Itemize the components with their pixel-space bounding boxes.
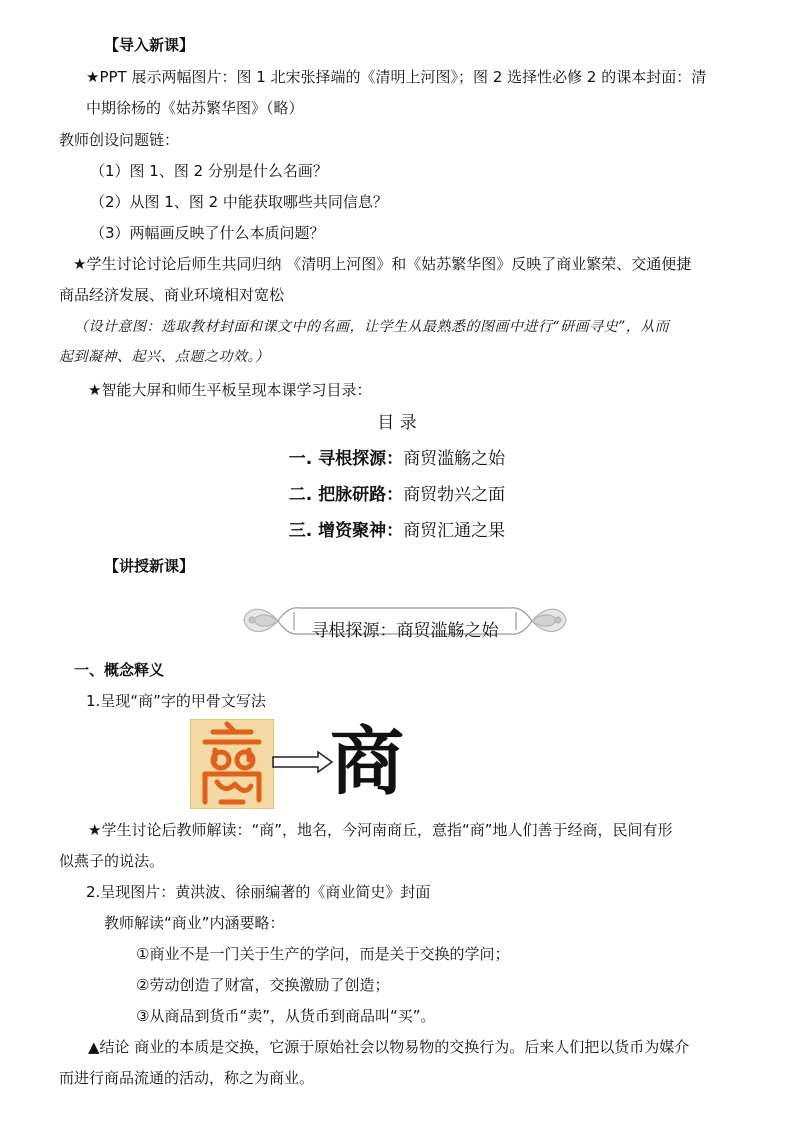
teacher-reads: 教师解读“商业”内涵要略： xyxy=(104,914,285,932)
teach-heading: 【讲授新课】 xyxy=(104,557,195,575)
intro-paragraph-line2: 中期徐杨的《姑苏繁华图》（略） xyxy=(86,99,304,117)
intro-heading: 【导入新课】 xyxy=(104,36,195,54)
arrow-right-icon xyxy=(272,750,334,774)
design-intent-line1: （设计意图：选取教材封面和课文中的名画，让学生从最熟悉的图画中进行“研画寻史”，从而 xyxy=(74,319,670,335)
toc-item-1 xyxy=(0,447,794,471)
question-item: （1）图 1、图 2 分别是什么名画？ xyxy=(90,162,328,180)
summary-line1: ★学生讨论讨论后师生共同归纳 《清明上河图》和《姑苏繁华图》反映了商业繁荣、交通便捷 xyxy=(73,255,692,273)
question-item: （2）从图 1、图 2 中能获取哪些共同信息？ xyxy=(90,193,388,211)
intro-paragraph-line1: ★PPT 展示两幅图片：图 1 北宋张择端的《清明上河图》；图 2 选择性必修 2 的课本封面：清 xyxy=(86,68,707,86)
section-title: 一、概念释义 xyxy=(74,661,165,679)
screen-note: ★智能大屏和师生平板呈现本课学习目录： xyxy=(88,381,372,399)
item-2: 2.呈现图片：黄洪波、徐丽编著的《商业简史》封面 xyxy=(86,883,431,901)
toc-item-2 xyxy=(0,483,794,507)
conclusion-line2: 而进行商品流通的活动，称之为商业。 xyxy=(59,1069,315,1087)
design-intent-line2: 起到凝神、起兴、点题之功效。） xyxy=(59,349,270,365)
toc-title: 目 录 xyxy=(377,413,417,433)
point-item: ①商业不是一门关于生产的学问，而是关于交换的学问； xyxy=(136,945,510,963)
toc-item-3 xyxy=(0,519,794,543)
toc-item-text: 商贸汇通之果 xyxy=(403,521,506,541)
item-1: 1.呈现“商”字的甲骨文写法 xyxy=(86,692,266,710)
summary-line2: 商品经济发展、商业环境相对宽松 xyxy=(59,286,285,304)
toc-item-text: 商贸勃兴之面 xyxy=(403,485,506,505)
toc-item-text: 商贸滥觞之始 xyxy=(403,449,506,469)
oracle-bone-character-image xyxy=(190,719,274,809)
modern-character: 商 xyxy=(330,719,404,805)
toc-item-key: 二. 把脉研路： xyxy=(288,485,404,505)
question-chain-label: 教师创设问题链： xyxy=(59,131,180,149)
toc-item-key: 一. 寻根探源： xyxy=(288,449,404,469)
conclusion-line1: ▲结论 商业的本质是交换，它源于原始社会以物易物的交换行为。后来人们把以货币为媒介 xyxy=(88,1038,690,1056)
explanation-line2: 似燕子的说法。 xyxy=(59,852,165,870)
question-item: （3）两幅画反映了什么本质问题？ xyxy=(90,224,325,242)
explanation-line1: ★学生讨论后教师解读：“商”，地名，今河南商丘，意指“商”地人们善于经商，民间有形 xyxy=(88,821,673,839)
banner-title: 寻根探源：商贸滥觞之始 xyxy=(311,621,499,641)
point-item: ②劳动创造了财富，交换激励了创造； xyxy=(136,976,390,994)
point-item: ③从商品到货币“卖”，从货币到商品叫“买”。 xyxy=(136,1007,436,1025)
toc-item-key: 三. 增资聚神： xyxy=(288,521,404,541)
